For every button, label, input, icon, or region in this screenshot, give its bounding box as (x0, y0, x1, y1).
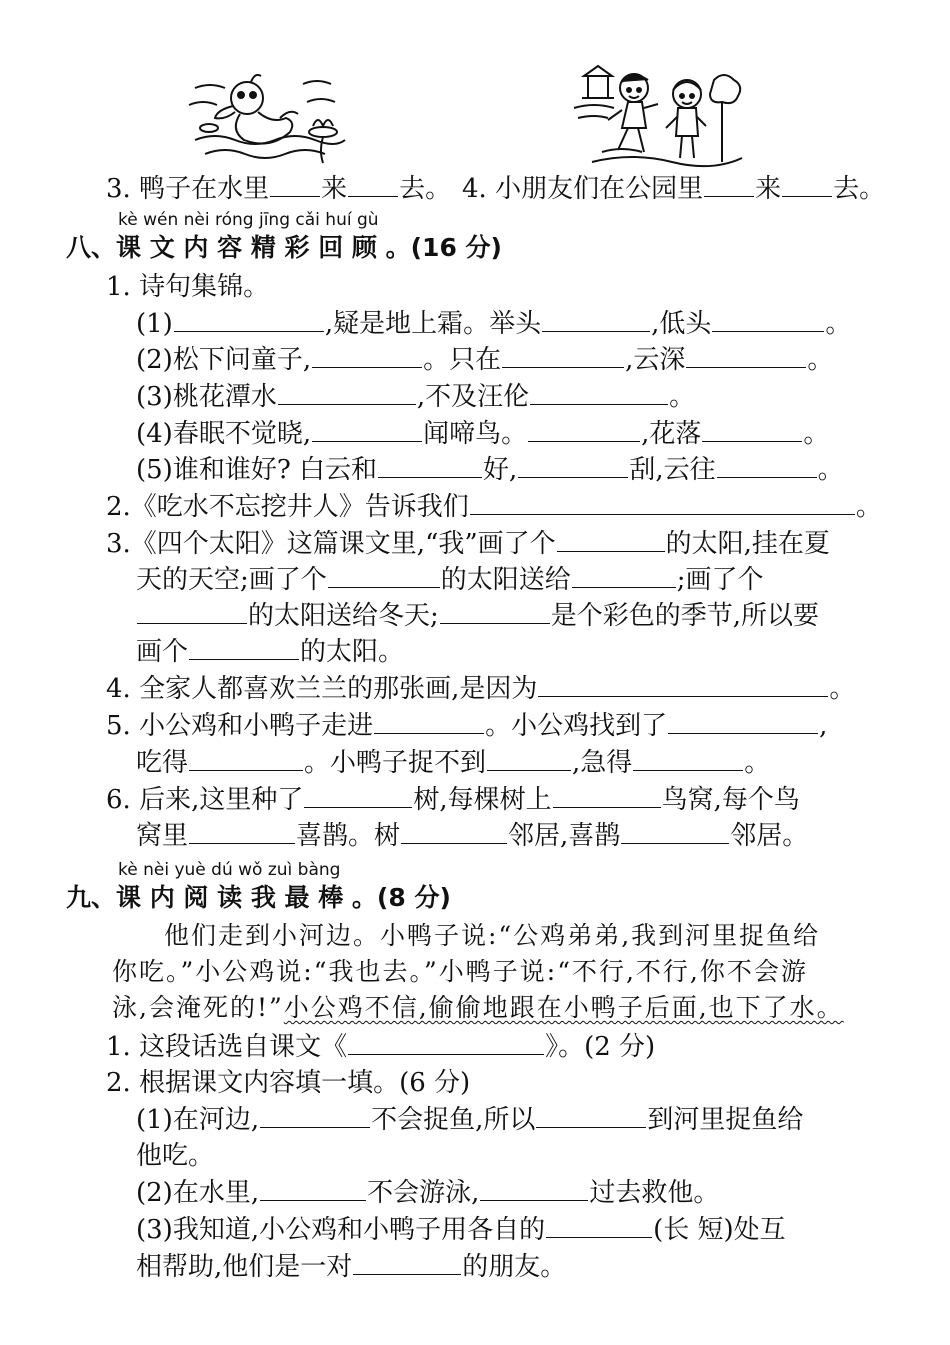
sec8-title: 八、课 文 内 容 精 彩 回 顾 。(16 分) (66, 233, 502, 262)
sec8-q3-line1: 3.《四个太阳》这篇课文里,“我”画了个 的太阳,挂在夏 (106, 529, 830, 559)
sec9-q2-s1-cont: 他吃。 (136, 1141, 215, 1171)
answer-blank[interactable] (686, 343, 806, 368)
duck-picture (185, 70, 350, 170)
answer-blank[interactable] (702, 417, 802, 442)
answer-blank[interactable] (401, 819, 507, 844)
answer-blank[interactable] (378, 453, 482, 478)
sec9-q2-s3-cont: 相帮助,他们是一对 的朋友。 (136, 1252, 567, 1282)
kids-picture (572, 62, 747, 172)
answer-blank[interactable] (704, 172, 754, 197)
answer-blank[interactable] (174, 307, 324, 332)
answer-blank[interactable] (137, 599, 247, 624)
answer-blank[interactable] (542, 307, 650, 332)
sec8-q1-line3: (3)桃花潭水 ,不及汪伦 。 (136, 382, 696, 412)
sec8-q3-line2: 天的天空;画了个 的太阳送给 ;画了个 (136, 565, 764, 595)
underlined-sentence: 小公鸡不信,偷偷地跟在小鸭子后面,也下了水。 (283, 993, 844, 1022)
answer-blank[interactable] (553, 783, 661, 808)
answer-blank[interactable] (572, 563, 676, 588)
answer-blank[interactable] (304, 783, 412, 808)
answer-blank[interactable] (189, 819, 295, 844)
sec8-q5-line2: 吃得 。小鸭子捉不到 ,急得 。 (136, 748, 771, 778)
answer-blank[interactable] (348, 172, 398, 197)
sec8-q3-line3: 的太阳送给冬天; 是个彩色的季节,所以要 (136, 599, 819, 633)
answer-blank[interactable] (480, 1176, 588, 1201)
reading-passage: 他们走到小河边。小鸭子说:“公鸡弟弟,我到河里捉鱼给 你吃。”小公鸡说:“我也去。”小鸭子说:“不行,不行,你不会游 泳,会淹死的!”小公鸡不信,偷偷地跟在小鸭子后面,也下了水。 (112, 921, 844, 1022)
answer-blank[interactable] (374, 709, 484, 734)
answer-blank[interactable] (189, 746, 303, 771)
sec9-pinyin: kè nèi yuè dú wǒ zuì bàng (118, 860, 341, 880)
sec9-q2-s3: (3)我知道,小公鸡和小鸭子用各自的 (长 短)处互 (136, 1215, 786, 1245)
answer-blank[interactable] (260, 1103, 370, 1128)
q7-item3: 3. 鸭子在水里 来 去。 (106, 174, 452, 204)
answer-blank[interactable] (717, 453, 817, 478)
answer-blank[interactable] (782, 172, 832, 197)
answer-blank[interactable] (312, 417, 422, 442)
answer-blank[interactable] (633, 746, 743, 771)
sec9-q1: 1. 这段话选自课文《 》。(2 分) (106, 1032, 656, 1062)
sec9-q2-title: 2. 根据课文内容填一填。(6 分) (106, 1068, 471, 1098)
answer-blank[interactable] (353, 1250, 461, 1275)
answer-blank[interactable] (528, 417, 640, 442)
answer-blank[interactable] (328, 563, 440, 588)
sec8-q6-line1: 6. 后来,这里种了 树,每棵树上 鸟窝,每个鸟 (106, 785, 800, 815)
answer-blank[interactable] (530, 380, 668, 405)
answer-blank[interactable] (440, 599, 550, 624)
sec9-q2-s1: (1)在河边, 不会捉鱼,所以 到河里捉鱼给 (136, 1105, 804, 1135)
sec8-q1-line5: (5)谁和谁好? 白云和 好, 刮,云往 。 (136, 455, 844, 485)
answer-blank[interactable] (278, 380, 416, 405)
answer-blank[interactable] (270, 172, 320, 197)
answer-blank[interactable] (536, 1103, 646, 1128)
sec8-q5-line1: 5. 小公鸡和小鸭子走进 。小公鸡找到了 , (106, 711, 828, 741)
sec9-q2-s2: (2)在水里, 不会游泳, 过去救他。 (136, 1178, 720, 1208)
sec8-q6-line2: 窝里 喜鹊。树 邻居,喜鹊 邻居。 (136, 821, 809, 851)
sec8-q1-line2: (2)松下问童子, 。只在 ,云深 。 (136, 345, 834, 375)
answer-blank[interactable] (557, 527, 665, 552)
sec8-q1-line4: (4)春眠不觉晓, 闻啼鸟。 ,花落 。 (136, 419, 830, 449)
sec8-pinyin: kè wén nèi róng jīng cǎi huí gù (118, 210, 379, 230)
answer-blank[interactable] (668, 709, 818, 734)
sec9-title: 九、课 内 阅 读 我 最 棒 。(8 分) (66, 883, 451, 912)
answer-blank[interactable] (189, 635, 299, 660)
sec8-q1-title: 1. 诗句集锦。 (106, 272, 270, 302)
sec8-q1-line1: (1) ,疑是地上霜。举头 ,低头 。 (136, 309, 852, 339)
sec8-q3-line4: 画个 的太阳。 (136, 637, 405, 667)
answer-blank[interactable] (621, 819, 729, 844)
answer-blank[interactable] (712, 307, 824, 332)
q7-item4: 4. 小朋友们在公园里 来 去。 (462, 174, 886, 204)
answer-blank[interactable] (348, 1030, 544, 1055)
sec8-q2: 2.《吃水不忘挖井人》告诉我们 。 (106, 492, 882, 522)
answer-blank[interactable] (518, 453, 628, 478)
answer-blank[interactable] (546, 1213, 652, 1238)
answer-blank[interactable] (502, 343, 624, 368)
sec8-q4: 4. 全家人都喜欢兰兰的那张画,是因为 。 (106, 674, 856, 704)
answer-blank[interactable] (470, 490, 855, 515)
answer-blank[interactable] (487, 746, 571, 771)
answer-blank[interactable] (260, 1176, 366, 1201)
answer-blank[interactable] (312, 343, 422, 368)
answer-blank[interactable] (538, 672, 828, 697)
